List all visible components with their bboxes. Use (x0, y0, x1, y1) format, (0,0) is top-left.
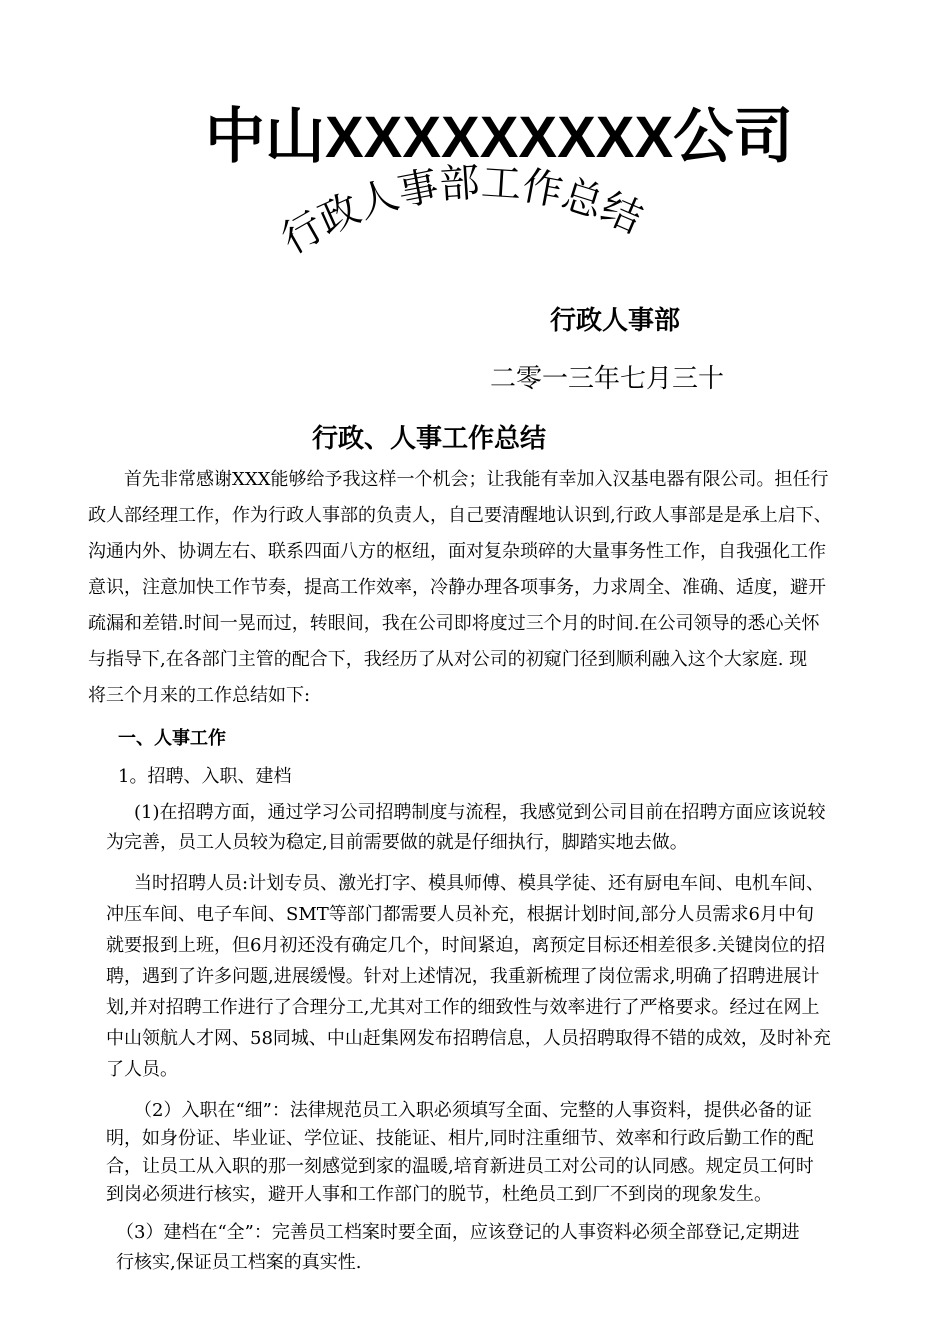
paragraph-line: 冲压车间、电子车间、SMT等部门都需要人员补充，根据计划时间,部分人员需求6月中旬 (106, 904, 814, 925)
intro-line: 疏漏和差错.时间一晃而过，转眼间，我在公司即将度过三个月的时间.在公司领导的悉心关怀 (88, 613, 820, 634)
intro-line: 政人部经理工作，作为行政人事部的负责人，自己要清醒地认识到,行政人事部是是承上启下、 (88, 505, 832, 526)
arc-title-text (274, 160, 649, 263)
paragraph-line: 明，如身份证、毕业证、学位证、技能证、相片,同时注重细节、效率和行政后勤工作的配 (106, 1128, 814, 1149)
paragraph-line: （3）建档在“全”：完善员工档案时要全面，应该登记的人事资料必须全部登记,定期进 (116, 1222, 800, 1243)
paragraph-line: 聘，遇到了许多问题,进展缓慢。针对上述情况，我重新梳理了岗位需求,明确了招聘进展计 (106, 966, 820, 987)
hiring-paragraph (106, 868, 906, 1085)
paragraph-line: (1)在招聘方面，通过学习公司招聘制度与流程，我感觉到公司目前在招聘方面应该说较 (134, 802, 826, 823)
onboarding-paragraph (106, 1097, 906, 1209)
paragraph-line: （2）入职在“细”：法律规范员工入职必须填写全面、完整的人事资料，提供必备的证 (134, 1100, 812, 1121)
intro-paragraph (88, 462, 908, 714)
paragraph-line: 划,并对招聘工作进行了合理分工,尤其对工作的细致性与效率进行了严格要求。经过在网上 (106, 997, 820, 1018)
intro-line: 沟通内外、协调左右、联系四面八方的枢纽，面对复杂琐碎的大量事务性工作，自我强化工作 (88, 541, 826, 562)
paragraph-line: 了人员。 (106, 1059, 178, 1080)
paragraph-line: 为完善，员工人员较为稳定,目前需要做的就是仔细执行，脚踏实地去做。 (106, 832, 688, 853)
department-label: 行政人事部 (550, 306, 681, 336)
paragraph-line: 行核实,保证员工档案的真实性. (116, 1252, 362, 1273)
intro-line: 与指导下,在各部门主管的配合下，我经历了从对公司的初窥门径到顺利融入这个大家庭. 现 (88, 649, 808, 670)
report-date: 二零一三年七月三十 (490, 364, 725, 394)
company-title-latin: XXXXXXXXX (325, 105, 674, 170)
intro-line: 将三个月来的工作总结如下: (88, 685, 311, 706)
paragraph-line: 到岗必须进行核实，避开人事和工作部门的脱节，杜绝员工到厂不到岗的现象发生。 (106, 1184, 772, 1205)
intro-line: 意识，注意加快工作节奏，提高工作效率，冷静办理各项事务，力求周全、准确、适度，避开 (88, 577, 826, 598)
section-heading-personnel: 一、人事工作 (118, 728, 226, 749)
paragraph-line: 当时招聘人员:计划专员、激光打字、模具师傅、模具学徒、还有厨电车间、电机车间、 (134, 873, 825, 894)
subsection-heading-recruit: 1。招聘、入职、建档 (118, 766, 292, 787)
archive-paragraph (106, 1218, 906, 1278)
company-title-prefix: 中山 (205, 102, 325, 172)
intro-line: 首先非常感谢XXX能够给予我这样一个机会；让我能有幸加入汉基电器有限公司。担任行 (124, 469, 829, 490)
document-heading: 行政、人事工作总结 (312, 424, 547, 454)
paragraph-line: 就要报到上班，但6月初还没有确定几个，时间紧迫，离预定目标还相差很多.关键岗位的招 (106, 935, 826, 956)
arc-title-textpath: 行政人事部工作总结 (274, 160, 649, 264)
paragraph-line: 中山领航人才网、58同城、中山赶集网发布招聘信息，人员招聘取得不错的成效，及时补充 (106, 1028, 831, 1049)
arc-title-wordart (270, 160, 690, 270)
company-title-suffix: 公司 (673, 102, 794, 172)
recruit-paragraph (106, 798, 906, 858)
paragraph-line: 合，让员工从入职的那一刻感觉到家的温暖,培育新进员工对公司的认同感。规定员工何时 (106, 1156, 814, 1177)
